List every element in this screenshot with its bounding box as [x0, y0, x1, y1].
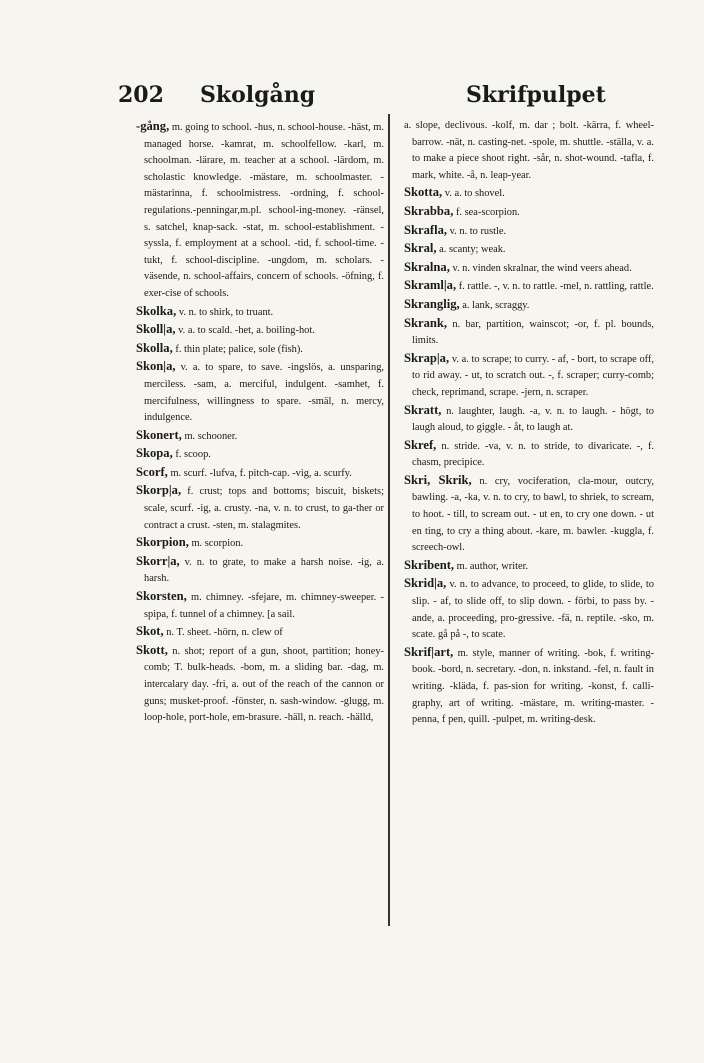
page-header — [0, 82, 704, 116]
definition: n. bar, partition, wainscot; -or, f. pl. bounds, limits. — [412, 318, 654, 347]
column-divider — [388, 114, 390, 926]
left-column — [136, 118, 384, 727]
headword: Skott, — [136, 642, 168, 657]
definition: v. n. to grate, to make a harsh noise. -ig, a. harsh. — [144, 556, 384, 585]
dictionary-entry — [136, 303, 384, 322]
right-guide-word: Skrifpulpet — [466, 82, 606, 108]
definition: m. scurf. -lufva, f. pitch-cap. -vig, a. scurfy. — [170, 467, 352, 479]
dictionary-entry — [404, 350, 654, 402]
headword: Skrif|art, — [404, 644, 454, 659]
definition: v. n. to shirk, to truant. — [178, 306, 274, 318]
dictionary-entry — [136, 118, 384, 303]
headword: Scorf, — [136, 464, 168, 479]
definition: f. sea-scorpion. — [455, 206, 520, 218]
headword: Skratt, — [404, 402, 442, 417]
left-guide-word: Skolgång — [200, 82, 316, 108]
dictionary-entry — [136, 623, 384, 642]
definition: f. thin plate; palice, sole (fish). — [175, 343, 303, 355]
headword: Skorsten, — [136, 589, 187, 604]
dictionary-entry — [404, 222, 654, 241]
definition: n. cry, vociferation, cla-mour, outcry, bawling. -a, -ka, v. n. to cry, to bawl, to shriek, to scream, to hoot. - till, to scream out. - ut en, to cry one down. - ut en ting, to cry a thing about. -kare, m. bawler. -kuggla, f. screech-owl. — [412, 475, 654, 554]
headword: Skranglig, — [404, 296, 460, 311]
definition: f. scoop. — [175, 449, 211, 461]
headword: Skotta, — [404, 185, 443, 200]
definition: v. a. to spare, to save. -ingslös, a. unsparing, merciless. -sam, a. merciful, indulgent. -samhet, f. mercifulness, willingness to spare. -smäl, n. mercy, indulgence. — [144, 362, 384, 424]
definition: m. style, manner of writing. -bok, f. writing-book. -bord, n. secretary. -don, n. inkstand. -fel, n. fault in writing. -kläda, f. pas-sion for writing. -konst, f. calli-graphy, art of writing. -mästare, m. writing-master. -penna, f pen, quill. -pulpet, m. writing-desk. — [412, 647, 654, 726]
dictionary-entry — [404, 296, 654, 315]
headword: Skorr|a, — [136, 553, 180, 568]
definition: m. schooner. — [184, 430, 238, 442]
dictionary-entry — [404, 402, 654, 437]
definition: v. a. to shovel. — [444, 188, 505, 200]
dictionary-entry — [404, 315, 654, 350]
definition: v. n. to advance, to proceed, to glide, to slide, to slip. - af, to slide off, to slip down. - förbi, to pass by. -ande, a. proceeding, pro-gressive. -fä, n. reptile. -sko, m. scate. gå på -, to scate. — [412, 579, 654, 641]
definition: v. n. vinden skralnar, the wind veers ahead. — [452, 262, 632, 274]
definition: a. lank, scraggy. — [462, 299, 530, 311]
dictionary-entry — [136, 445, 384, 464]
definition: m. chimney. -sfejare, m. chimney-sweeper. -spipa, f. tunnel of a chimney. [a sail. — [144, 592, 384, 620]
definition: m. author, writer. — [456, 560, 529, 572]
definition: f. rattle. -, v. n. to rattle. -mel, n. rattling, rattle. — [458, 281, 654, 293]
dictionary-entry — [404, 184, 654, 203]
headword: Skribent, — [404, 557, 455, 572]
headword: Skrap|a, — [404, 350, 450, 365]
headword: Skrid|a, — [404, 576, 447, 591]
headword: Skopa, — [136, 446, 173, 461]
headword: Skonert, — [136, 427, 182, 442]
headword: Skon|a, — [136, 359, 176, 374]
dictionary-entry — [136, 464, 384, 483]
dictionary-entry — [404, 203, 654, 222]
dictionary-entry — [136, 321, 384, 340]
headword: Skri, Skrik, — [404, 472, 472, 487]
dictionary-entry — [136, 340, 384, 359]
right-column — [404, 118, 654, 729]
dictionary-entry — [136, 534, 384, 553]
headword: Skot, — [136, 624, 164, 639]
headword: Skolka, — [136, 303, 177, 318]
dictionary-entry — [404, 644, 654, 729]
headword: Skrabba, — [404, 203, 454, 218]
dictionary-entry — [136, 642, 384, 727]
dictionary-entry — [136, 482, 384, 534]
definition: v. n. to rustle. — [449, 225, 507, 237]
dictionary-entry — [404, 240, 654, 259]
definition: n. stride. -va, v. n. to stride, to divaricate. -, f. chasm, precipice. — [412, 440, 654, 469]
headword: Skorp|a, — [136, 483, 182, 498]
definition: a. scanty; weak. — [439, 244, 506, 256]
headword: Skraml|a, — [404, 278, 457, 293]
headword: Skral, — [404, 241, 437, 256]
dictionary-entry — [136, 427, 384, 446]
headword: Skorpion, — [136, 535, 189, 550]
definition: m. scorpion. — [191, 538, 244, 550]
definition: n. shot; report of a gun, shoot, partition; honey-comb; T. bulk-heads. -bom, m. a sliding bar. -dag, m. intercalary day. -fri, a. out of the reach of the cannon or guns; musket-proof. -fönster, n. sash-window. -glugg, m. loop-hole, port-hole, em-brasure. -häll, n. reach. -hälld, — [144, 645, 384, 724]
headword: Skralna, — [404, 259, 450, 274]
headword: Skrafla, — [404, 222, 448, 237]
dictionary-entry — [404, 472, 654, 557]
definition: f. crust; tops and bottoms; biscuit, biskets; scale, scurf. -ig, a. crusty. -na, v. n. to crust, to ga-ther or contract a crust. -sten, m. stalagmites. — [144, 486, 384, 531]
dictionary-entry — [136, 588, 384, 623]
dictionary-entry — [404, 575, 654, 643]
headword: Skref, — [404, 437, 437, 452]
dictionary-entry — [136, 358, 384, 426]
dictionary-entry — [404, 277, 654, 296]
definition: m. going to school. -hus, n. school-house. -häst, m. managed horse. -kamrat, m. schoolfellow. -karl, m. schoolman. -lärare, m. teacher at a school. -lärdom, m. scholastic knowledge. -mästare, m. schoolmaster. -mästarinna, f. schoolmistress. -ordning, f. school-regulations.-penningar,m.pl. school-ing-money. -ränsel, s. satchel, knap-sack. -stat, m. school-establishment. -syssla, f. employment at a school. -tid, f. school-time. -tukt, f. school-discipline. -ungdom, m. scholars. -väsende, n. school-affairs, concern of schools. -öfning, f. exer-cise of schools. — [144, 122, 384, 299]
definition: n. laughter, laugh. -a, v. n. to laugh. - högt, to laugh aloud, to giggle. - åt, to laugh at. — [412, 405, 654, 434]
headword: Skrank, — [404, 315, 448, 330]
dictionary-entry — [404, 118, 654, 184]
definition: n. T. sheet. -hörn, n. clew of — [166, 627, 283, 639]
definition: a. slope, declivous. -kolf, m. dar ; bolt. -kärra, f. wheel-barrow. -nät, n. casting-net. -spole, m. shuttle. -ställa, v. a. to make a piece shoot right. -sår, n. shot-wound. -tafla, f. mark, white. -å, n. leap-year. — [404, 120, 654, 181]
dictionary-entry — [404, 557, 654, 576]
headword: Skoll|a, — [136, 322, 176, 337]
dictionary-entry — [404, 437, 654, 472]
dictionary-entry — [404, 259, 654, 278]
definition: v. a. to scald. -het, a. boiling-hot. — [178, 325, 315, 337]
page-number: 202 — [118, 82, 164, 108]
headword: -gång, — [136, 119, 170, 133]
definition: v. a. to scrape; to curry. - af, - bort, to scrape off, to rid away. - ut, to scratch out. -, f. scraper; curry-comb; check, reprimand, scrape. -jern, n. scraper. — [412, 353, 654, 398]
headword: Skolla, — [136, 340, 173, 355]
dictionary-entry — [136, 553, 384, 588]
